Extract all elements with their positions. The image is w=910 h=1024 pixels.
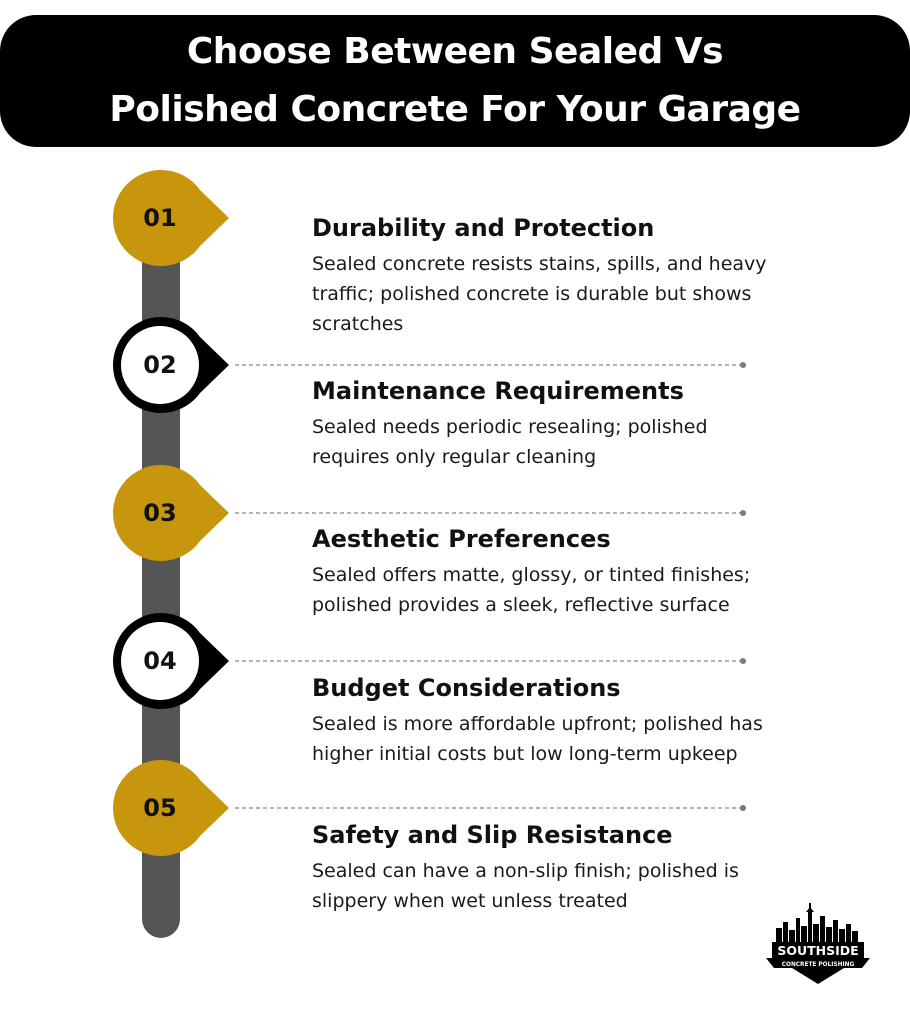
item-description: Sealed needs periodic resealing; polished requires only regular cleaning — [312, 416, 708, 468]
title-banner — [0, 15, 910, 147]
item-safety — [312, 820, 782, 916]
dashed-divider — [235, 509, 747, 517]
dashed-divider — [235, 361, 747, 369]
item-description: Sealed can have a non-slip finish; polished is slippery when wet unless treated — [312, 860, 739, 912]
step-marker-03 — [110, 463, 235, 563]
item-aesthetic — [312, 524, 782, 620]
step-number: 03 — [143, 499, 177, 527]
item-title: Safety and Slip Resistance — [312, 821, 673, 849]
item-title: Budget Considerations — [312, 674, 621, 702]
step-marker-04 — [110, 611, 235, 711]
item-durability — [312, 213, 782, 339]
item-title: Durability and Protection — [312, 214, 655, 242]
step-number: 02 — [143, 351, 177, 379]
step-number: 04 — [143, 647, 177, 675]
dashed-divider — [235, 804, 747, 812]
step-marker-01 — [110, 168, 235, 268]
logo-tagline: CONCRETE POLISHING — [781, 962, 855, 968]
item-description: Sealed offers matte, glossy, or tinted finishes; polished provides a sleek, reflective surface — [312, 564, 751, 616]
item-budget — [312, 673, 782, 769]
step-marker-02 — [110, 315, 235, 415]
title-line-2: Polished Concrete For Your Garage — [109, 89, 801, 130]
item-maintenance — [312, 376, 782, 472]
item-description: Sealed is more affordable upfront; polished has higher initial costs but low long-term upkeep — [312, 713, 763, 765]
dashed-divider — [235, 657, 747, 665]
logo-name: SOUTHSIDE — [777, 943, 859, 958]
title-line-1: Choose Between Sealed Vs — [186, 31, 724, 72]
step-number: 05 — [143, 794, 177, 822]
southside-logo — [762, 900, 874, 990]
item-title: Maintenance Requirements — [312, 377, 684, 405]
item-description: Sealed concrete resists stains, spills, and heavy traffic; polished concrete is durable but shows scratches — [312, 253, 767, 335]
step-marker-05 — [110, 758, 235, 858]
item-title: Aesthetic Preferences — [312, 525, 611, 553]
step-number: 01 — [143, 204, 177, 232]
